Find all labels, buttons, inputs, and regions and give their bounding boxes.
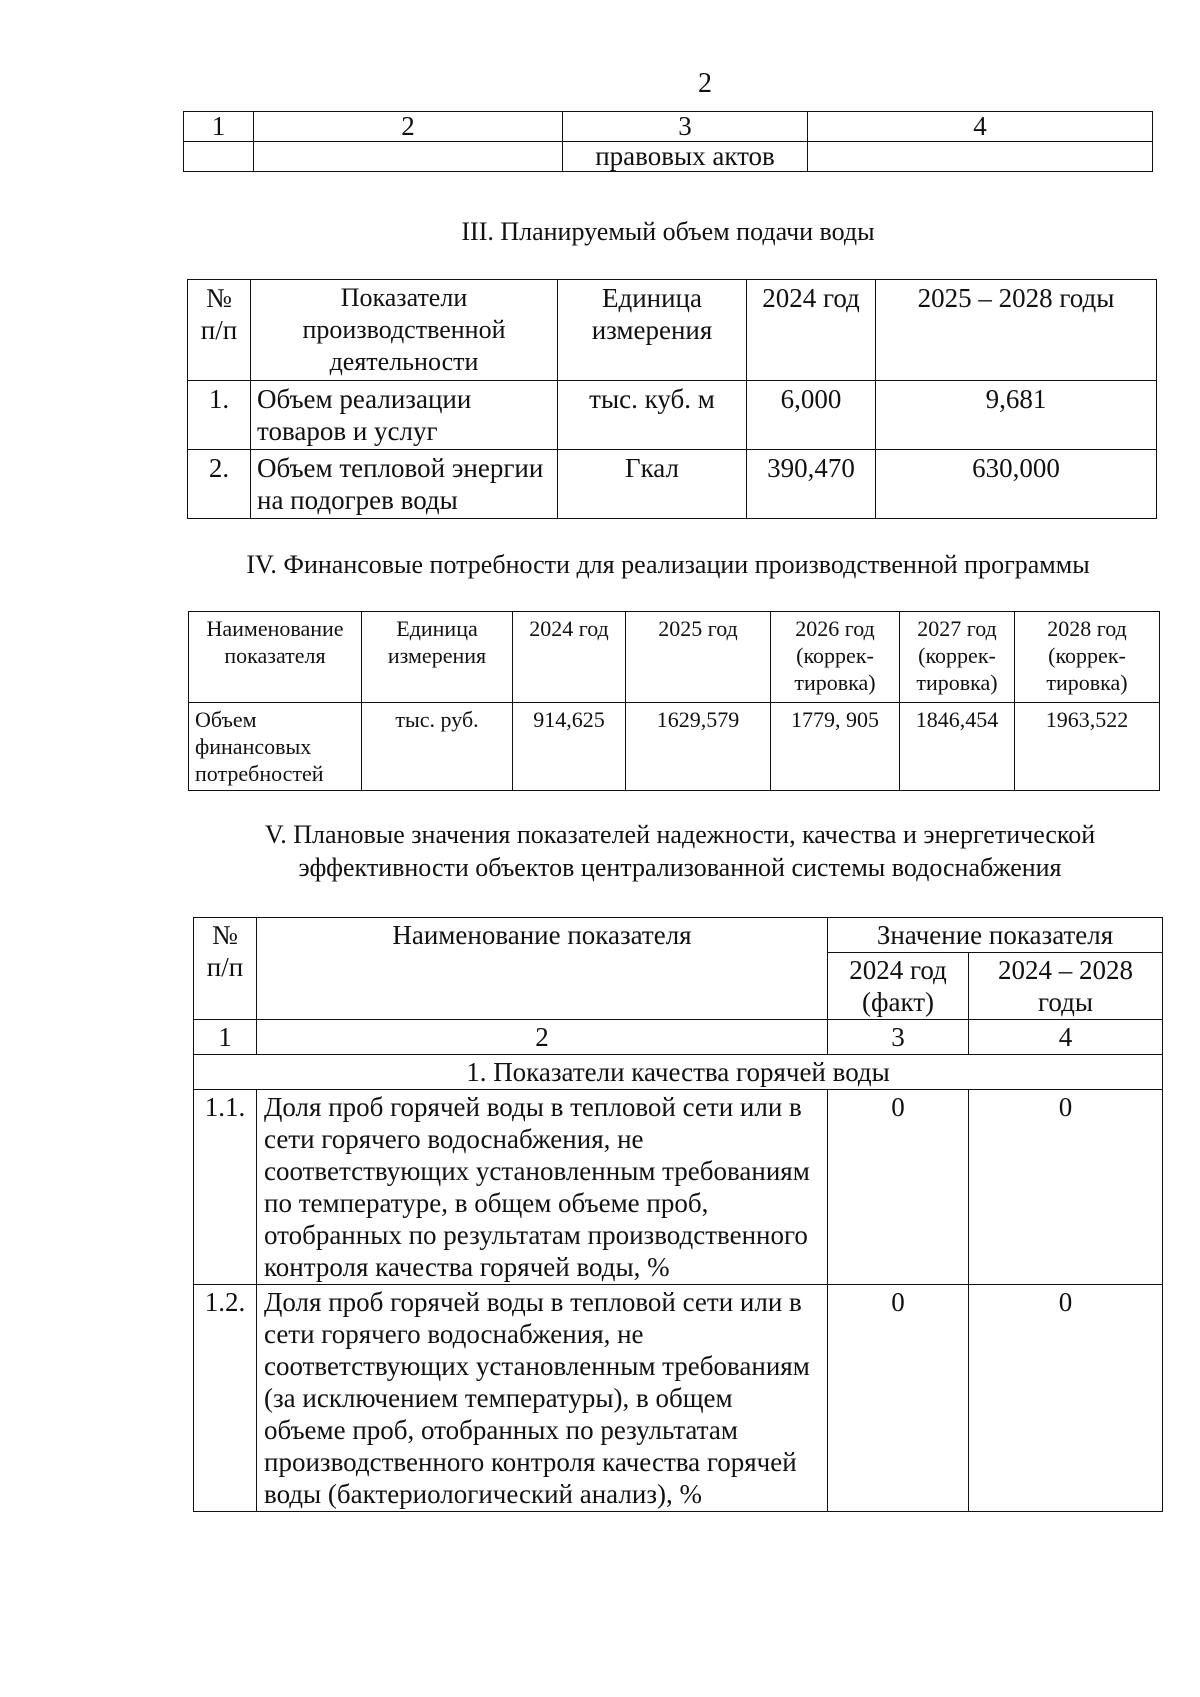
table-cell	[808, 142, 1153, 172]
section-4-title: IV. Финансовые потребности для реализации производственной программы	[246, 550, 1090, 579]
col-number-cell: 1	[194, 1020, 257, 1055]
table-cell: правовых актов	[563, 142, 808, 172]
col-number-cell: 2	[257, 1020, 828, 1055]
value-cell: 1629,579	[626, 703, 771, 791]
value-cell: 630,000	[876, 450, 1157, 519]
section-5-title: V. Плановые значения показателей надежности, качества и энергетической эффективности объектов централизованной системы водоснабжения	[264, 820, 1096, 882]
value-cell: 0	[828, 1285, 969, 1512]
indicator-name: Объем реализации товаров и услуг	[251, 381, 558, 450]
indicator-description: Доля проб горячей воды в тепловой сети или в сети горячего водоснабжения, не соответствующих установленным требованиям (за исключением температуры), в общем объеме проб, отобранных по результатам производственного контроля качества горячей воды (бактериологический анализ), %	[257, 1285, 828, 1512]
value-cell: 390,470	[747, 450, 876, 519]
header-cell: 2024 год	[747, 280, 876, 381]
header-cell: Наименование показателя	[257, 918, 828, 1020]
header-cell: № п/п	[194, 918, 257, 1020]
value-cell: 1779, 905	[771, 703, 900, 791]
column-number-row	[194, 1020, 1163, 1055]
header-cell: Наименование показателя	[189, 612, 362, 703]
table-header-row	[189, 612, 1160, 703]
header-cell: 2024 – 2028 годы	[969, 953, 1163, 1020]
value-cell: 914,625	[513, 703, 626, 791]
table-row	[188, 450, 1157, 519]
row-number: 1.	[188, 381, 251, 450]
unit-cell: тыс. руб.	[362, 703, 513, 791]
header-cell: 2027 год (коррек-тировка)	[900, 612, 1015, 703]
section-3-title: III. Планируемый объем подачи воды	[461, 217, 875, 246]
value-cell: 0	[969, 1285, 1163, 1512]
col-number-cell: 4	[808, 112, 1153, 142]
water-supply-volume-table	[187, 279, 1157, 519]
row-number: 2.	[188, 450, 251, 519]
unit-cell: Гкал	[558, 450, 747, 519]
group-title: 1. Показатели качества горячей воды	[194, 1055, 1163, 1090]
table-row	[194, 1285, 1163, 1512]
header-cell: 2025 – 2028 годы	[876, 280, 1157, 381]
table-row	[189, 703, 1160, 791]
header-cell: Значение показателя	[828, 918, 1163, 953]
indicator-name: Объем тепловой энергии на подогрев воды	[251, 450, 558, 519]
table-header-row	[194, 918, 1163, 953]
value-cell: 0	[969, 1090, 1163, 1285]
header-cell: Показатели производственной деятельности	[251, 280, 558, 381]
unit-cell: тыс. куб. м	[558, 381, 747, 450]
value-cell: 1846,454	[900, 703, 1015, 791]
top-continuation-table	[183, 111, 1153, 172]
value-cell: 1963,522	[1015, 703, 1160, 791]
header-cell: 2025 год	[626, 612, 771, 703]
indicator-description: Доля проб горячей воды в тепловой сети или в сети горячего водоснабжения, не соответствующих установленным требованиям по температуре, в общем объеме проб, отобранных по результатам производственного контроля качества горячей воды, %	[257, 1090, 828, 1285]
header-cell: 2024 год (факт)	[828, 953, 969, 1020]
value-cell: 6,000	[747, 381, 876, 450]
col-number-cell: 3	[828, 1020, 969, 1055]
col-number-cell: 2	[254, 112, 563, 142]
header-cell: 2026 год (коррек-тировка)	[771, 612, 900, 703]
col-number-cell: 1	[184, 112, 254, 142]
page-number: 2	[698, 68, 712, 99]
table-cell	[184, 142, 254, 172]
table-row	[188, 381, 1157, 450]
group-title-row	[194, 1055, 1163, 1090]
table-row	[184, 142, 1153, 172]
value-cell: 0	[828, 1090, 969, 1285]
indicator-name: Объем финансовых потребностей	[189, 703, 362, 791]
header-cell: № п/п	[188, 280, 251, 381]
col-number-cell: 4	[969, 1020, 1163, 1055]
header-cell: Единица измерения	[558, 280, 747, 381]
header-cell: 2024 год	[513, 612, 626, 703]
row-number: 1.1.	[194, 1090, 257, 1285]
header-cell: 2028 год (коррек-тировка)	[1015, 612, 1160, 703]
financial-needs-table	[188, 611, 1160, 791]
col-number-cell: 3	[563, 112, 808, 142]
table-cell	[254, 142, 563, 172]
header-cell: Единица измерения	[362, 612, 513, 703]
row-number: 1.2.	[194, 1285, 257, 1512]
reliability-quality-table	[193, 917, 1163, 1512]
value-cell: 9,681	[876, 381, 1157, 450]
table-header-row	[188, 280, 1157, 381]
table-row	[194, 1090, 1163, 1285]
table-header-row	[184, 112, 1153, 142]
